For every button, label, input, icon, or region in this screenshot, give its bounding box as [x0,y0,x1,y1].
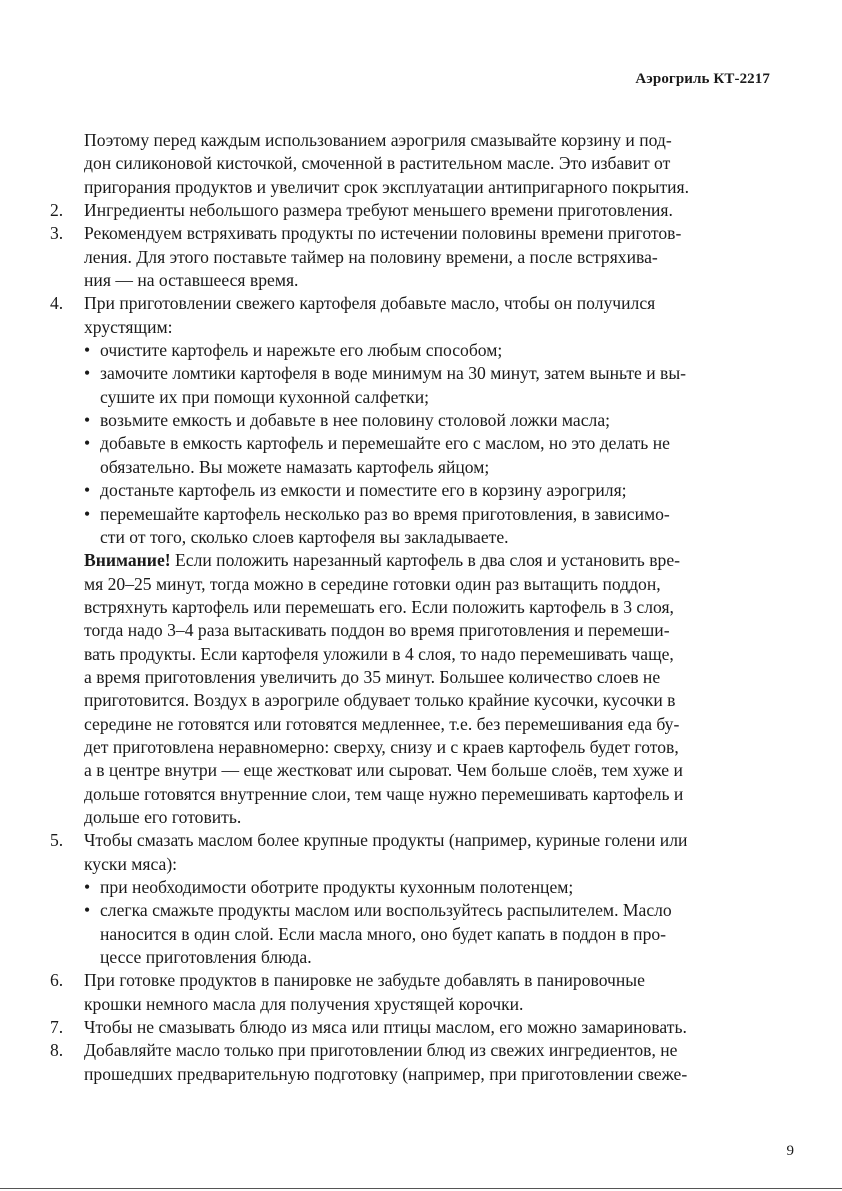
list-number: 4. [50,293,64,314]
bullet-item [50,362,780,385]
list-item-2 [50,199,780,222]
bullet-item [50,876,780,899]
body-line: При готовке продуктов в панировке не забудьте добавлять в панировочные [84,970,645,991]
bullet-icon: • [84,433,91,454]
body-line: ления. Для этого поставьте таймер на половину времени, а после встряхива- [84,246,658,267]
list-item-8 [50,1039,780,1062]
list-item-6 [50,969,780,992]
body-line: Чтобы не смазывать блюдо из мяса или птицы маслом, его можно замариновать. [84,1017,687,1038]
body-line: вать продукты. Если картофеля уложили в 4 слоя, то надо перемешивать чаще, [84,643,674,664]
bullet-icon: • [84,900,91,921]
body-line: дольше готовятся внутренние слои, тем чаще нужно перемешивать картофель и [84,783,684,804]
body-line: а время приготовления увеличить до 35 минут. Большее количество слоев не [84,666,661,687]
body-line: дольше его готовить. [84,806,242,827]
bullet-item [50,899,780,922]
body-line: а в центре внутри — еще жестковат или сыроват. Чем больше слоёв, тем хуже и [84,760,683,781]
bullet-item [50,432,780,455]
body-line: середине не готовятся или готовятся медленнее, т.е. без перемешивания еда бу- [84,713,680,734]
bullet-icon: • [84,503,91,524]
bullet-item [50,339,780,362]
running-header: Аэрогриль КТ-2217 [635,71,770,87]
body-line: При приготовлении свежего картофеля добавьте масло, чтобы он получился [84,293,656,314]
body-line: хрустящим: [84,316,173,337]
list-item-5 [50,829,780,852]
bullet-text: перемешайте картофель несколько раз во время приготовления, в зависимо- [100,503,670,524]
attention-label: Внимание! [84,550,171,571]
body-line: ния — на оставшееся время. [84,270,299,291]
bullet-item [50,503,780,526]
body-line: Рекомендуем встряхивать продукты по истечении половины времени приготов- [84,223,682,244]
page-number: 9 [786,1143,794,1159]
body-line: прошедших предварительную подготовку (например, при приготовлении свеже- [84,1063,688,1084]
body-line: дет приготовлена неравномерно: сверху, снизу и с краев картофель будет готов, [84,736,679,757]
list-item-7 [50,1016,780,1039]
bullet-item [50,479,780,502]
body-line: обязательно. Вы можете намазать картофель яйцом; [100,456,490,477]
bullet-text: замочите ломтики картофеля в воде минимум на 30 минут, затем выньте и вы- [100,363,687,384]
body-line: Поэтому перед каждым использованием аэрогриля смазывайте корзину и под- [84,130,672,150]
body-line: цессе приготовления блюда. [100,947,312,968]
bullet-icon: • [84,340,91,361]
bullet-icon: • [84,877,91,897]
bullet-text: при необходимости оботрите продукты кухонным полотенцем; [100,877,574,897]
body-line: дон силиконовой кисточкой, смоченной в растительном масле. Это избавит от [84,153,671,174]
list-item-3 [50,222,780,245]
body-line: пригорания продуктов и увеличит срок эксплуатации антипригарного покрытия. [84,176,690,197]
body-line: куски мяса): [84,853,178,874]
list-number: 8. [50,1040,64,1061]
bullet-item [50,409,780,432]
list-number: 7. [50,1017,64,1038]
bullet-icon: • [84,410,91,431]
list-number: 3. [50,223,64,244]
list-item-4 [50,292,780,315]
bullet-text: очистите картофель и нарежьте его любым способом; [100,340,503,361]
list-number: 6. [50,970,64,991]
bullet-text: слегка смажьте продукты маслом или воспользуйтесь распылителем. Масло [100,900,672,921]
body-line: приготовится. Воздух в аэрогриле обдувает только крайние кусочки, кусочки в [84,690,676,711]
bullet-text: добавьте в емкость картофель и перемешайте его с маслом, но это делать не [100,433,670,454]
body-line: наносится в один слой. Если масла много, оно будет капать в поддон в про- [100,923,667,944]
body-line: встряхнуть картофель или перемешать его. Если положить картофель в 3 слоя, [84,596,674,617]
body-line: Ингредиенты небольшого размера требуют меньшего времени приготовления. [84,200,673,221]
body-line: сти от того, сколько слоев картофеля вы закладываете. [100,526,509,547]
body-line: Добавляйте масло только при приготовлении блюд из свежих ингредиентов, не [84,1040,678,1061]
page-body [50,129,780,1086]
list-number: 5. [50,830,64,851]
body-line: Если положить нарезанный картофель в два слоя и установить вре- [170,550,680,571]
body-line: крошки немного масла для получения хрустящей корочки. [84,993,524,1014]
bottom-divider [0,1188,842,1189]
list-number: 2. [50,200,64,221]
body-line: тогда надо 3–4 раза вытаскивать поддон во время приготовления и перемеши- [84,620,670,641]
bullet-text: возьмите емкость и добавьте в нее половину столовой ложки масла; [100,410,611,431]
body-line: Чтобы смазать маслом более крупные продукты (например, куриные голени или [84,830,688,851]
attention-line [50,549,780,572]
bullet-text: достаньте картофель из емкости и поместите его в корзину аэрогриля; [100,480,627,501]
bullet-icon: • [84,480,91,501]
body-line: сушите их при помощи кухонной салфетки; [100,386,430,407]
body-line: мя 20–25 минут, тогда можно в середине готовки один раз вытащить поддон, [84,573,661,594]
bullet-icon: • [84,363,91,384]
